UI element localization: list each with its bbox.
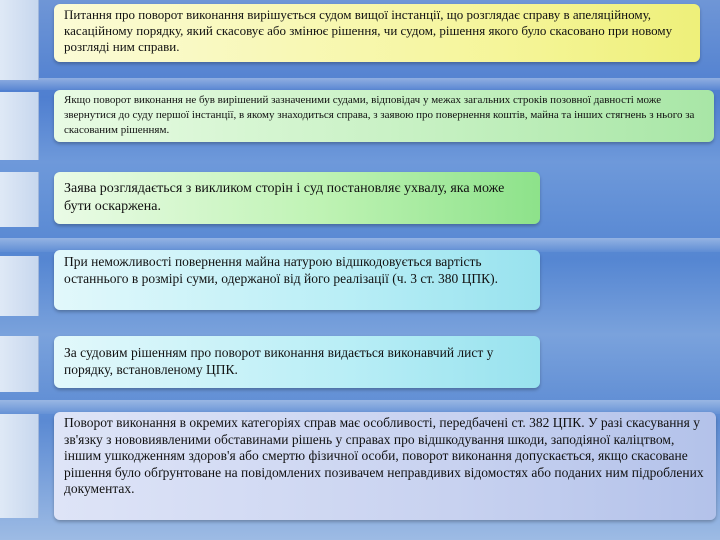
block-5-text: За судовим рішенням про поворот виконання видається виконавчий лист у порядку, встановленому ЦПК. bbox=[64, 345, 494, 377]
block-6-text: Поворот виконання в окремих категоріях справ має особливості, передбачені ст. 382 ЦПК. У разі скасування у зв'язку з нововиявленими обставинами рішень у справах про відшкодування шкоди, заподіяної каліцтвом, іншим ушкодженням здоров'я або смертю фізичної особи, поворот виконання допускається, якщо скасоване рішення було обґрунтоване на повідомлених позивачем неправдивих відомостях або поданих ним підроблених документах. bbox=[64, 415, 704, 496]
text-block-5 bbox=[54, 336, 540, 388]
text-block-3 bbox=[54, 172, 540, 224]
left-band bbox=[0, 414, 39, 518]
left-band bbox=[0, 92, 39, 160]
left-band bbox=[0, 172, 39, 227]
block-2-text: Якщо поворот виконання не був вирішений зазначеними судами, відповідач у межах загальних строків позовної давності може звернутися до суду першої інстанції, в якому знаходиться справа, з заявою про повернення коштів, майна та інших стягнень з нього за скасованим рішенням. bbox=[64, 94, 695, 136]
left-band bbox=[0, 256, 39, 316]
block-4-text: При неможливості повернення майна натурою відшкодовується вартість останнього в розмірі суми, одержаної від його реалізації (ч. 3 ст. 380 ЦПК). bbox=[64, 254, 499, 286]
block-3-text: Заява розглядається з викликом сторін і суд постановляє ухвалу, яка може бути оскаржена. bbox=[64, 181, 505, 214]
background-stripe bbox=[0, 78, 720, 90]
text-block-2 bbox=[54, 90, 714, 142]
left-band bbox=[0, 336, 39, 392]
left-band bbox=[0, 0, 39, 80]
text-block-4 bbox=[54, 250, 540, 310]
block-1-text: Питання про поворот виконання вирішується судом вищої інстанції, що розглядає справу в апеляційному, касаційному порядку, який скасовує або змінює рішення, чи судом, рішення якого було скасовано при новому розгляді ним справи. bbox=[64, 7, 673, 54]
text-block-1 bbox=[54, 4, 700, 62]
text-block-6 bbox=[54, 412, 716, 520]
